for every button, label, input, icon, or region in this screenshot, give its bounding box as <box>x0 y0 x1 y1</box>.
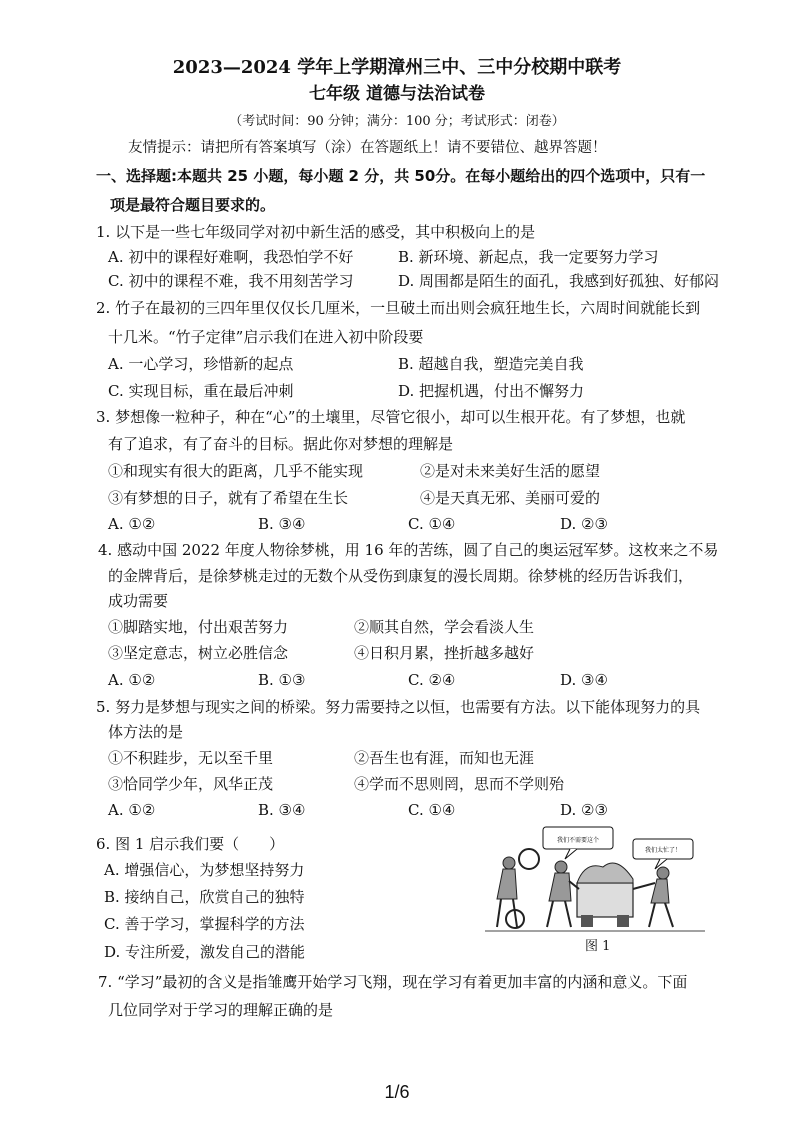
q4-option-a: A. ①② <box>108 671 156 689</box>
q7-stem-line2: 几位同学对于学习的理解正确的是 <box>108 1001 334 1019</box>
q4-stem-line3: 成功需要 <box>108 592 169 610</box>
notice: 友情提示：请把所有答案填写（涂）在答题纸上！请不要错位、越界答题！ <box>128 140 607 156</box>
q3-statement-1: ①和现实有很大的距离，几乎不能实现 <box>108 462 364 480</box>
q4-option-b: B. ①③ <box>258 671 306 689</box>
q3-option-d: D. ②③ <box>560 515 608 533</box>
q4-statement-3: ③坚定意志，树立必胜信念 <box>108 644 289 662</box>
figure-caption: 图 1 <box>585 939 611 954</box>
speech-bubble-right-text: 我们太忙了！ <box>644 847 682 854</box>
q3-option-a: A. ①② <box>108 515 156 533</box>
q5-option-a: A. ①② <box>108 801 156 819</box>
q3-statement-2: ②是对未来美好生活的愿望 <box>420 462 601 480</box>
caveman-left-body <box>497 869 517 899</box>
q3-statement-4: ④是天真无邪、美丽可爱的 <box>420 489 601 507</box>
square-cart <box>577 883 633 917</box>
q4-stem-line1: 4. 感动中国 2022 年度人物徐梦桃，用 16 年的苦练，圆了自己的奥运冠军梦。这枚来之不易 <box>98 541 719 559</box>
q6-option-c: C. 善于学习，掌握科学的方法 <box>104 915 305 933</box>
q4-statement-1: ①脚踏实地，付出艰苦努力 <box>108 618 289 636</box>
q6-stem: 6. 图 1 启示我们要（ ） <box>96 835 285 853</box>
q2-option-d: D. 把握机遇，付出不懈努力 <box>398 382 585 400</box>
caveman-right-head <box>657 867 669 879</box>
q1-option-c: C. 初中的课程不难，我不用刻苦学习 <box>108 272 354 290</box>
q5-stem-line1: 5. 努力是梦想与现实之间的桥梁。努力需要持之以恒，也需要有方法。以下能体现努力的具 <box>96 698 701 716</box>
q6-option-a: A. 增强信心，为梦想坚持努力 <box>104 861 305 879</box>
speech-bubble-left-text: 我们不需要这个 <box>556 837 600 844</box>
q3-option-c: C. ①④ <box>408 515 456 533</box>
q2-option-a: A. 一心学习，珍惜新的起点 <box>108 355 294 373</box>
q1-option-a: A. 初中的课程好难啊，我恐怕学不好 <box>108 248 354 266</box>
q1-stem: 1. 以下是一些七年级同学对初中新生活的感受，其中积极向上的是 <box>96 223 536 241</box>
q3-option-b: B. ③④ <box>258 515 306 533</box>
exam-info: （考试时间：90 分钟；满分：100 分；考试形式：闭卷） <box>229 114 565 129</box>
q5-statement-3: ③恰同学少年，风华正茂 <box>108 775 274 793</box>
q4-statement-2: ②顺其自然，学会看淡人生 <box>354 618 535 636</box>
q2-option-c: C. 实现目标，重在最后冲刺 <box>108 382 294 400</box>
square-wheel-left <box>581 915 593 927</box>
cartoon-illustration <box>485 823 705 938</box>
caveman-left-head <box>503 857 515 869</box>
q5-option-b: B. ③④ <box>258 801 306 819</box>
q2-stem-line2: 十几米。“竹子定律”启示我们在进入初中阶段要 <box>108 328 424 346</box>
q5-statement-2: ②吾生也有涯，而知也无涯 <box>354 749 535 767</box>
caveman-middle-head <box>555 861 567 873</box>
q4-statement-4: ④日积月累，挫折越多越好 <box>354 644 535 662</box>
q5-statement-1: ①不积跬步，无以至千里 <box>108 749 274 767</box>
round-wheel-raised <box>519 849 539 869</box>
section-heading-line2: 项是最符合题目要求的。 <box>110 196 276 214</box>
q5-statement-4: ④学而不思则罔，思而不学则殆 <box>354 775 565 793</box>
q4-stem-line2: 的金牌背后，是徐梦桃走过的无数个从受伤到康复的漫长周期。徐梦桃的经历告诉我们， <box>108 567 694 585</box>
q6-option-d: D. 专注所爱，激发自己的潜能 <box>104 943 306 961</box>
q4-option-d: D. ③④ <box>560 671 608 689</box>
q2-stem-line1: 2. 竹子在最初的三四年里仅仅长几厘米，一旦破土而出则会疯狂地生长，六周时间就能长到 <box>96 299 701 317</box>
rock-pile <box>577 863 633 883</box>
q4-option-c: C. ②④ <box>408 671 456 689</box>
exam-subtitle: 七年级 道德与法治试卷 <box>309 84 485 104</box>
q5-stem-line2: 体方法的是 <box>108 723 184 741</box>
q3-statement-3: ③有梦想的日子，就有了希望在生长 <box>108 489 349 507</box>
exam-title: 2023—2024 学年上学期漳州三中、三中分校期中联考 <box>172 57 622 78</box>
section-heading-line1: 一、选择题:本题共 25 小题，每小题 2 分，共 50分。在每小题给出的四个选项中，只有一 <box>96 167 706 185</box>
q1-option-d: D. 周围都是陌生的面孔，我感到好孤独、好郁闷 <box>398 272 720 290</box>
q3-stem-line2: 有了追求，有了奋斗的目标。据此你对梦想的理解是 <box>108 435 454 453</box>
page-number: 1/6 <box>384 1082 410 1102</box>
caveman-middle-body <box>549 873 571 901</box>
q7-stem-line1: 7. “学习”最初的含义是指雏鹰开始学习飞翔，现在学习有着更加丰富的内涵和意义。下面 <box>98 973 688 991</box>
q3-stem-line1: 3. 梦想像一粒种子，种在“心”的土壤里，尽管它很小，却可以生根开花。有了梦想，也就 <box>96 408 686 426</box>
square-wheel-right <box>617 915 629 927</box>
q5-option-c: C. ①④ <box>408 801 456 819</box>
q2-option-b: B. 超越自我，塑造完美自我 <box>398 355 584 373</box>
q5-option-d: D. ②③ <box>560 801 608 819</box>
q1-option-b: B. 新环境、新起点，我一定要努力学习 <box>398 248 659 266</box>
q6-option-b: B. 接纳自己，欣赏自己的独特 <box>104 888 305 906</box>
